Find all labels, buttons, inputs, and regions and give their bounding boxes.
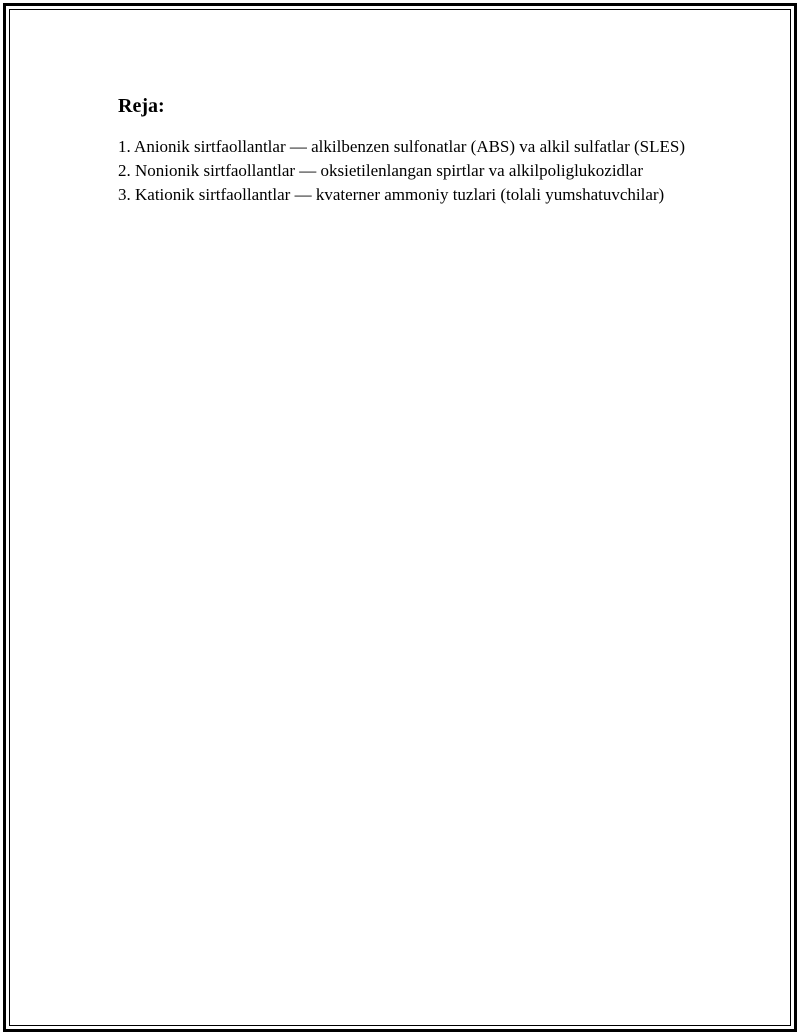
plan-heading: Reja: [118,95,165,117]
plan-list [118,135,698,207]
plan-item-2: 2. Nonionik sirtfaollantlar — oksietilenlangan spirtlar va alkilpoliglukozidlar [118,161,643,180]
plan-item-3: 3. Kationik sirtfaollantlar — kvaterner ammoniy tuzlari (tolali yumshatuvchilar) [118,185,665,204]
document-body [118,94,698,207]
plan-item-1: 1. Anionik sirtfaollantlar — alkilbenzen sulfonatlar (ABS) va alkil sulfatlar (SLES) [118,137,686,156]
